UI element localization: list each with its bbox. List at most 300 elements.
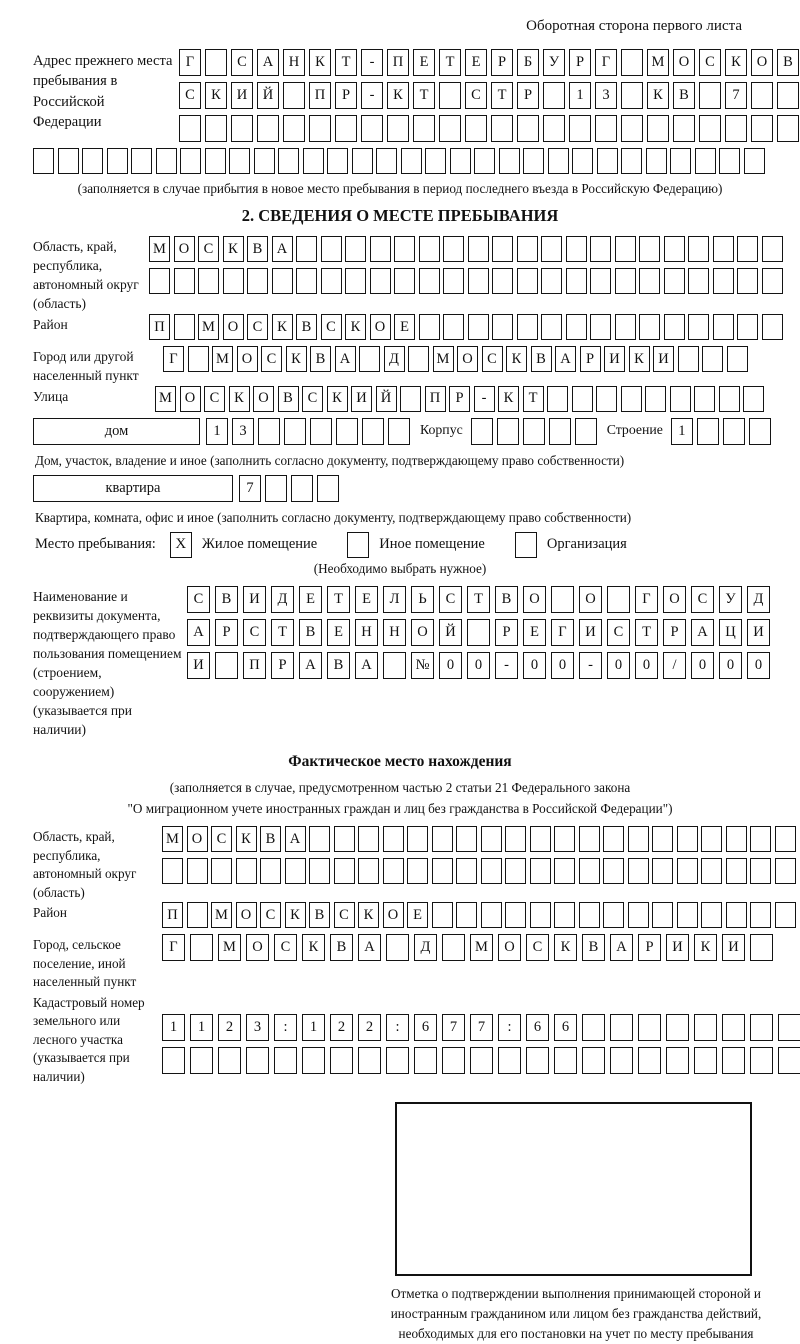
char-box[interactable] [388,418,410,445]
char-box[interactable]: С [274,934,297,961]
char-box[interactable] [750,826,771,852]
char-box[interactable]: К [223,236,244,262]
char-box[interactable]: А [299,652,322,679]
char-box[interactable]: Р [638,934,661,961]
char-box[interactable] [468,314,489,340]
char-box[interactable] [775,826,796,852]
char-box[interactable]: 1 [162,1014,185,1041]
char-box[interactable]: В [310,346,331,372]
char-box[interactable] [400,386,421,412]
char-box[interactable] [498,1047,521,1074]
char-box[interactable] [554,826,575,852]
char-box[interactable]: / [663,652,686,679]
char-box[interactable] [517,236,538,262]
char-box[interactable]: Е [327,619,350,646]
char-box[interactable] [358,826,379,852]
char-box[interactable]: Д [384,346,405,372]
char-box[interactable]: К [387,82,409,109]
char-box[interactable]: И [653,346,674,372]
char-box[interactable] [595,115,617,142]
char-box[interactable]: К [236,826,257,852]
char-box[interactable]: О [498,934,521,961]
char-box[interactable]: У [543,49,565,76]
char-box[interactable] [370,268,391,294]
char-box[interactable] [628,858,649,884]
char-box[interactable] [646,148,667,174]
char-box[interactable]: К [554,934,577,961]
char-box[interactable] [432,858,453,884]
char-box[interactable] [737,314,758,340]
char-box[interactable]: О [383,902,404,928]
char-box[interactable] [33,148,54,174]
char-box[interactable] [162,1047,185,1074]
char-box[interactable]: О [411,619,434,646]
char-box[interactable]: О [370,314,391,340]
char-box[interactable]: К [506,346,527,372]
char-box[interactable] [394,236,415,262]
char-box[interactable]: В [330,934,353,961]
char-box[interactable]: Т [523,386,544,412]
char-box[interactable]: 0 [719,652,742,679]
char-box[interactable] [678,346,699,372]
char-box[interactable]: 7 [725,82,747,109]
char-box[interactable] [310,418,332,445]
char-box[interactable]: О [237,346,258,372]
char-box[interactable]: Г [635,586,658,613]
char-box[interactable] [419,236,440,262]
char-box[interactable]: : [274,1014,297,1041]
char-box[interactable] [737,236,758,262]
char-box[interactable] [664,268,685,294]
char-box[interactable] [334,858,355,884]
char-box[interactable] [652,826,673,852]
char-box[interactable] [688,268,709,294]
char-box[interactable] [725,115,747,142]
char-box[interactable] [505,826,526,852]
char-box[interactable]: 3 [595,82,617,109]
char-box[interactable] [162,858,183,884]
char-box[interactable]: С [321,314,342,340]
char-box[interactable] [517,115,539,142]
char-box[interactable]: В [673,82,695,109]
char-box[interactable] [666,1014,689,1041]
char-box[interactable] [713,236,734,262]
char-box[interactable] [726,858,747,884]
char-box[interactable] [677,858,698,884]
char-box[interactable] [699,82,721,109]
char-box[interactable] [205,49,227,76]
char-box[interactable]: 2 [358,1014,381,1041]
char-box[interactable]: М [218,934,241,961]
char-box[interactable]: И [722,934,745,961]
char-box[interactable] [285,858,306,884]
char-box[interactable] [615,314,636,340]
char-box[interactable]: Т [439,49,461,76]
char-box[interactable] [628,826,649,852]
char-box[interactable]: К [345,314,366,340]
char-box[interactable] [554,902,575,928]
char-box[interactable] [257,115,279,142]
char-box[interactable]: 0 [467,652,490,679]
char-box[interactable]: М [155,386,176,412]
char-box[interactable]: 1 [302,1014,325,1041]
char-box[interactable] [180,148,201,174]
char-box[interactable] [750,1047,773,1074]
char-box[interactable] [432,902,453,928]
char-box[interactable] [236,858,257,884]
char-box[interactable]: О [187,826,208,852]
char-box[interactable]: К [286,346,307,372]
char-box[interactable]: О [180,386,201,412]
char-box[interactable] [615,268,636,294]
char-box[interactable] [582,1014,605,1041]
char-box[interactable]: С [260,902,281,928]
char-box[interactable] [450,148,471,174]
char-box[interactable]: С [526,934,549,961]
char-box[interactable] [621,386,642,412]
char-box[interactable] [499,148,520,174]
char-box[interactable]: А [285,826,306,852]
char-box[interactable]: О [751,49,773,76]
char-box[interactable] [442,934,465,961]
char-box[interactable]: 6 [526,1014,549,1041]
char-box[interactable] [467,619,490,646]
char-box[interactable] [579,902,600,928]
char-box[interactable] [481,826,502,852]
char-box[interactable]: 1 [671,418,693,445]
char-box[interactable]: Ь [411,586,434,613]
char-box[interactable] [359,346,380,372]
char-box[interactable] [468,268,489,294]
char-box[interactable]: М [212,346,233,372]
char-box[interactable] [694,386,715,412]
char-box[interactable] [543,82,565,109]
char-box[interactable]: П [387,49,409,76]
char-box[interactable]: А [358,934,381,961]
char-box[interactable] [274,1047,297,1074]
char-box[interactable] [554,1047,577,1074]
char-box[interactable]: О [579,586,602,613]
char-box[interactable]: С [699,49,721,76]
char-box[interactable] [358,858,379,884]
char-box[interactable]: С [334,902,355,928]
char-box[interactable]: С [198,236,219,262]
char-box[interactable] [303,148,324,174]
char-box[interactable] [645,386,666,412]
char-box[interactable] [149,268,170,294]
char-box[interactable] [590,268,611,294]
char-box[interactable] [456,902,477,928]
char-box[interactable]: С [465,82,487,109]
char-box[interactable]: М [433,346,454,372]
char-box[interactable]: О [246,934,269,961]
char-box[interactable]: П [162,902,183,928]
char-box[interactable]: 0 [635,652,658,679]
char-box[interactable]: В [582,934,605,961]
char-box[interactable] [401,148,422,174]
char-box[interactable]: 2 [330,1014,353,1041]
char-box[interactable]: Е [394,314,415,340]
char-box[interactable]: - [474,386,495,412]
char-box[interactable]: А [610,934,633,961]
char-box[interactable]: Р [663,619,686,646]
char-box[interactable] [491,115,513,142]
char-box[interactable]: В [278,386,299,412]
char-box[interactable] [407,826,428,852]
char-box[interactable] [541,268,562,294]
char-box[interactable]: Т [491,82,513,109]
char-box[interactable] [362,418,384,445]
char-box[interactable]: И [351,386,372,412]
char-box[interactable] [284,418,306,445]
char-box[interactable]: М [198,314,219,340]
char-box[interactable] [291,475,313,502]
char-box[interactable] [621,49,643,76]
char-box[interactable]: Р [491,49,513,76]
char-box[interactable] [566,314,587,340]
char-box[interactable]: Н [283,49,305,76]
char-box[interactable]: 1 [206,418,228,445]
char-box[interactable] [205,115,227,142]
char-box[interactable] [523,148,544,174]
char-box[interactable] [726,902,747,928]
char-box[interactable]: С [204,386,225,412]
char-box[interactable] [278,148,299,174]
char-box[interactable] [652,902,673,928]
char-box[interactable] [523,418,545,445]
char-box[interactable] [179,115,201,142]
char-box[interactable]: К [498,386,519,412]
char-box[interactable]: А [691,619,714,646]
char-box[interactable] [694,1014,717,1041]
char-box[interactable] [505,902,526,928]
char-box[interactable] [726,826,747,852]
char-box[interactable] [737,268,758,294]
char-box[interactable] [492,314,513,340]
char-box[interactable] [603,902,624,928]
char-box[interactable] [751,82,773,109]
char-box[interactable] [639,268,660,294]
char-box[interactable] [296,268,317,294]
char-box[interactable] [107,148,128,174]
char-box[interactable] [615,236,636,262]
char-box[interactable]: К [309,49,331,76]
char-box[interactable]: А [257,49,279,76]
char-box[interactable] [317,475,339,502]
char-box[interactable] [283,82,305,109]
char-box[interactable] [723,418,745,445]
char-box[interactable] [187,902,208,928]
char-box[interactable]: О [253,386,274,412]
char-box[interactable]: 7 [239,475,261,502]
char-box[interactable] [603,826,624,852]
char-box[interactable] [579,858,600,884]
char-box[interactable] [231,115,253,142]
char-box[interactable] [590,236,611,262]
char-box[interactable] [554,858,575,884]
char-box[interactable]: Е [407,902,428,928]
char-box[interactable] [610,1047,633,1074]
char-box[interactable]: А [335,346,356,372]
char-box[interactable] [638,1014,661,1041]
char-box[interactable] [408,346,429,372]
char-box[interactable]: : [498,1014,521,1041]
char-box[interactable]: 1 [569,82,591,109]
char-box[interactable]: К [302,934,325,961]
char-box[interactable]: Е [355,586,378,613]
char-box[interactable] [334,826,355,852]
char-box[interactable] [327,148,348,174]
char-box[interactable]: В [495,586,518,613]
char-box[interactable] [582,1047,605,1074]
char-box[interactable]: С [231,49,253,76]
char-box[interactable] [188,346,209,372]
char-box[interactable] [386,1047,409,1074]
char-box[interactable] [762,268,783,294]
char-box[interactable] [413,115,435,142]
char-box[interactable] [744,148,765,174]
char-box[interactable] [376,148,397,174]
char-box[interactable] [549,418,571,445]
char-box[interactable] [701,826,722,852]
char-box[interactable]: О [223,314,244,340]
char-box[interactable] [425,148,446,174]
char-box[interactable]: 7 [442,1014,465,1041]
char-box[interactable] [775,902,796,928]
char-box[interactable] [174,268,195,294]
char-box[interactable]: Е [523,619,546,646]
char-box[interactable] [722,1047,745,1074]
char-box[interactable] [541,314,562,340]
char-box[interactable] [664,236,685,262]
char-box[interactable]: А [272,236,293,262]
char-box[interactable] [439,82,461,109]
char-box[interactable] [596,386,617,412]
char-box[interactable] [481,902,502,928]
char-box[interactable] [456,858,477,884]
char-box[interactable] [575,418,597,445]
char-box[interactable] [443,314,464,340]
char-box[interactable]: И [579,619,602,646]
char-box[interactable] [751,115,773,142]
char-box[interactable]: В [327,652,350,679]
char-box[interactable]: 3 [246,1014,269,1041]
char-box[interactable] [370,236,391,262]
char-box[interactable] [621,148,642,174]
char-box[interactable]: - [495,652,518,679]
char-box[interactable]: Е [465,49,487,76]
char-box[interactable]: С [187,586,210,613]
char-box[interactable] [465,115,487,142]
char-box[interactable] [394,268,415,294]
char-box[interactable] [603,858,624,884]
char-box[interactable] [218,1047,241,1074]
char-box[interactable]: Р [569,49,591,76]
char-box[interactable] [713,314,734,340]
char-box[interactable] [543,115,565,142]
char-box[interactable] [229,148,250,174]
char-box[interactable]: Р [517,82,539,109]
char-box[interactable]: 6 [554,1014,577,1041]
char-box[interactable] [677,826,698,852]
char-box[interactable]: 0 [551,652,574,679]
char-box[interactable]: В [260,826,281,852]
char-box[interactable]: М [211,902,232,928]
char-box[interactable] [258,418,280,445]
checkbox-organization[interactable] [515,532,537,558]
char-box[interactable] [701,902,722,928]
char-box[interactable]: Й [257,82,279,109]
char-box[interactable] [547,386,568,412]
char-box[interactable] [566,268,587,294]
char-box[interactable]: М [647,49,669,76]
char-box[interactable] [497,418,519,445]
char-box[interactable]: - [579,652,602,679]
char-box[interactable]: Р [271,652,294,679]
char-box[interactable]: С [482,346,503,372]
char-box[interactable]: К [358,902,379,928]
char-box[interactable]: № [411,652,434,679]
checkbox-other-premises[interactable] [347,532,369,558]
char-box[interactable] [702,346,723,372]
char-box[interactable]: И [604,346,625,372]
char-box[interactable] [697,418,719,445]
char-box[interactable]: И [187,652,210,679]
char-box[interactable]: Б [517,49,539,76]
char-box[interactable] [302,1047,325,1074]
char-box[interactable] [383,826,404,852]
char-box[interactable]: 6 [414,1014,437,1041]
char-box[interactable]: К [725,49,747,76]
char-box[interactable] [719,148,740,174]
char-box[interactable]: Г [179,49,201,76]
char-box[interactable]: Т [335,49,357,76]
char-box[interactable]: К [647,82,669,109]
char-box[interactable]: Е [299,586,322,613]
char-box[interactable] [677,902,698,928]
char-box[interactable]: О [174,236,195,262]
char-box[interactable]: О [663,586,686,613]
char-box[interactable] [639,314,660,340]
char-box[interactable]: П [149,314,170,340]
char-box[interactable] [647,115,669,142]
char-box[interactable]: Д [414,934,437,961]
char-box[interactable] [383,858,404,884]
char-box[interactable]: 0 [607,652,630,679]
char-box[interactable] [335,115,357,142]
char-box[interactable]: К [694,934,717,961]
char-box[interactable] [358,1047,381,1074]
char-box[interactable]: И [666,934,689,961]
char-box[interactable] [443,268,464,294]
char-box[interactable] [530,826,551,852]
char-box[interactable] [749,418,771,445]
char-box[interactable] [727,346,748,372]
char-box[interactable]: К [272,314,293,340]
char-box[interactable] [566,236,587,262]
char-box[interactable]: В [215,586,238,613]
char-box[interactable] [470,1047,493,1074]
char-box[interactable] [432,826,453,852]
char-box[interactable]: О [523,586,546,613]
char-box[interactable] [517,268,538,294]
char-box[interactable]: С [247,314,268,340]
char-box[interactable] [572,148,593,174]
char-box[interactable] [419,314,440,340]
char-box[interactable] [492,236,513,262]
char-box[interactable] [474,148,495,174]
char-box[interactable]: А [355,652,378,679]
